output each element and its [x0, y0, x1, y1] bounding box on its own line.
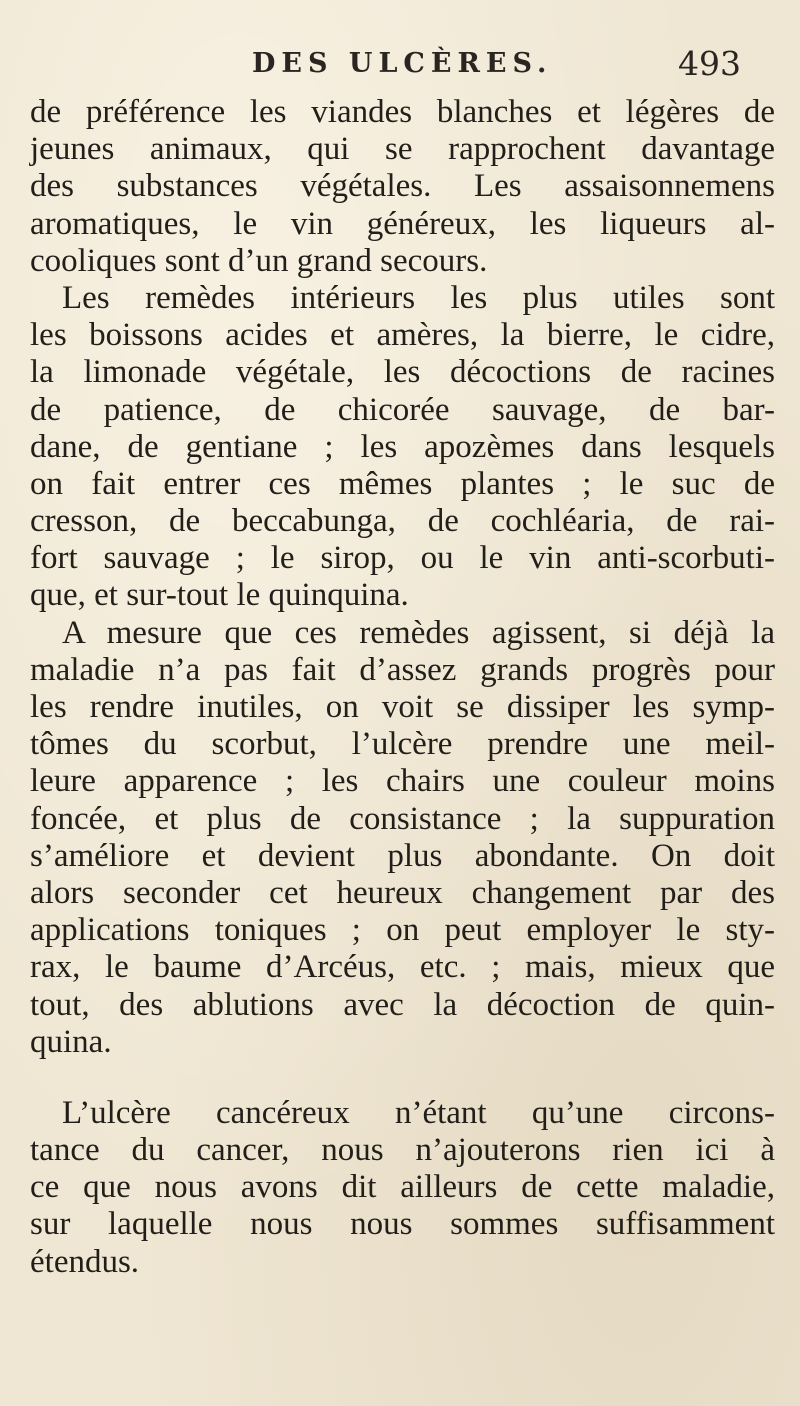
- text-line: foncée, et plus de consistance ; la suppuration: [30, 800, 775, 837]
- paragraph-progress: [30, 615, 775, 1061]
- paragraph-diet: [30, 94, 775, 280]
- text-line: on fait entrer ces mêmes plantes ; le suc de: [30, 465, 775, 502]
- text-line: s’améliore et devient plus abondante. On doit: [30, 837, 775, 874]
- paragraph-internal-remedies: [30, 280, 775, 615]
- running-head: DES ULCÈRES.: [252, 48, 553, 79]
- text-line: fort sauvage ; le sirop, ou le vin anti-scorbuti-: [30, 540, 775, 577]
- text-line: sur laquelle nous nous sommes suffisamment: [30, 1206, 775, 1243]
- body-text: [30, 94, 775, 1281]
- text-line: jeunes animaux, qui se rapprochent davantage: [30, 131, 775, 168]
- text-line: A mesure que ces remèdes agissent, si déjà la: [62, 614, 775, 651]
- text-line: cresson, de beccabunga, de cochléaria, de rai-: [30, 503, 775, 540]
- text-line: rax, le baume d’Arcéus, etc. ; mais, mieux que: [30, 949, 775, 986]
- text-line: les boissons acides et amères, la bierre, le cidre,: [30, 317, 775, 354]
- text-line: que, et sur-tout le quinquina.: [30, 577, 409, 614]
- text-line: leure apparence ; les chairs une couleur moins: [30, 763, 775, 800]
- text-line: étendus.: [30, 1243, 140, 1280]
- text-line: cooliques sont d’un grand secours.: [30, 242, 488, 279]
- paragraph-cancerous-ulcer: [30, 1095, 775, 1281]
- text-line: la limonade végétale, les décoctions de racines: [30, 354, 775, 391]
- text-line: applications toniques ; on peut employer le sty-: [30, 912, 775, 949]
- text-line: des substances végétales. Les assaisonnemens: [30, 168, 775, 205]
- text-line: tômes du scorbut, l’ulcère prendre une meil-: [30, 726, 775, 763]
- text-line: alors seconder cet heureux changement par des: [30, 874, 775, 911]
- text-line: maladie n’a pas fait d’assez grands progrès pour: [30, 651, 775, 688]
- text-line: dane, de gentiane ; les apozèmes dans lesquels: [30, 428, 775, 465]
- text-line: les rendre inutiles, on voit se dissiper les symp-: [30, 689, 775, 725]
- text-line: L’ulcère cancéreux n’étant qu’une circons-: [62, 1094, 775, 1131]
- text-line: tance du cancer, nous n’ajouterons rien ici à: [30, 1132, 775, 1169]
- text-line: quina.: [30, 1023, 112, 1060]
- page-number: 493: [678, 44, 741, 83]
- text-line: de préférence les viandes blanches et légères de: [30, 94, 775, 130]
- paragraph-gap: [30, 1061, 775, 1095]
- text-line: aromatiques, le vin généreux, les liqueurs al-: [30, 205, 775, 242]
- text-line: de patience, de chicorée sauvage, de bar-: [30, 391, 775, 428]
- page-header: [0, 44, 800, 94]
- text-line: Les remèdes intérieurs les plus utiles sont: [62, 279, 775, 316]
- text-line: tout, des ablutions avec la décoction de quin-: [30, 986, 775, 1023]
- text-line: ce que nous avons dit ailleurs de cette maladie,: [30, 1169, 775, 1206]
